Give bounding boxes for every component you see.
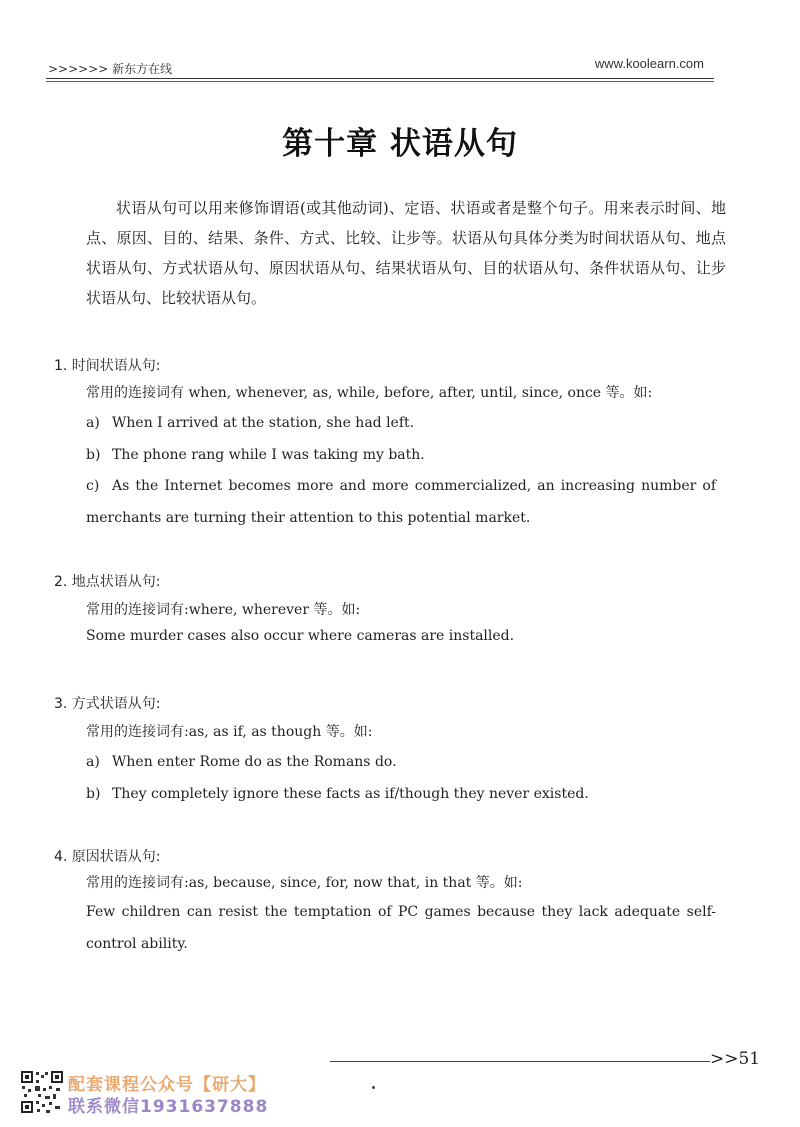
header-divider	[46, 78, 714, 79]
section-heading: 1. 时间状语从句:	[54, 358, 161, 374]
example-text: As the Internet becomes more and more commercialized, an increasing number of merchants are turning their attention to this potential market.	[86, 478, 716, 526]
example-text: They completely ignore these facts as if/though they never existed.	[112, 786, 589, 802]
example-sentence: Few children can resist the temptation of PC games because they lack adequate self-control ability.	[86, 904, 716, 952]
example-item	[86, 470, 716, 534]
example-item	[86, 754, 397, 770]
intro-paragraph: 状语从句可以用来修饰谓语(或其他动词)、定语、状语或者是整个句子。用来表示时间、地点、原因、目的、结果、条件、方式、比较、让步等。状语从句具体分类为时间状语从句、地点状语从句、方式状语从句、原因状语从句、结果状语从句、目的状语从句、条件状语从句、让步状语从句、比较状语从句。	[86, 199, 726, 307]
example-text: When I arrived at the station, she had left.	[112, 415, 415, 431]
scan-speck	[372, 1086, 375, 1089]
header-divider-thin	[46, 81, 714, 82]
example-label: a)	[86, 415, 100, 431]
qr-code-icon	[20, 1070, 64, 1114]
page-number: >>51	[710, 1049, 761, 1069]
header-left: >>>>>> 新东方在线	[48, 62, 173, 76]
example-text: The phone rang while I was taking my bath.	[112, 447, 425, 463]
watermark-line-2: 联系微信1931637888	[68, 1097, 269, 1117]
watermark-line-1: 配套课程公众号【研大】	[68, 1075, 266, 1095]
example-label: b)	[86, 786, 101, 802]
example-text: When enter Rome do as the Romans do.	[112, 754, 397, 770]
section-connectors: 常用的连接词有:as, as if, as though 等。如:	[86, 724, 373, 740]
section-heading: 4. 原因状语从句:	[54, 849, 161, 865]
example-item	[86, 786, 589, 802]
footer-divider	[330, 1061, 710, 1062]
header-url: www.koolearn.com	[594, 56, 704, 71]
example-label: b)	[86, 447, 101, 463]
example-sentence: Some murder cases also occur where cameras are installed.	[86, 628, 515, 644]
section-connectors: 常用的连接词有 when, whenever, as, while, before, after, until, since, once 等。如:	[86, 385, 653, 401]
chapter-title: 第十章 状语从句	[282, 126, 518, 162]
section-connectors: 常用的连接词有:as, because, since, for, now that, in that 等。如:	[86, 875, 523, 891]
example-item	[86, 415, 414, 431]
section-connectors: 常用的连接词有:where, wherever 等。如:	[86, 602, 361, 618]
section-heading: 3. 方式状语从句:	[54, 696, 161, 712]
section-heading: 2. 地点状语从句:	[54, 574, 161, 590]
example-item	[86, 447, 425, 463]
example-label: a)	[86, 754, 100, 770]
example-label: c)	[86, 478, 100, 494]
